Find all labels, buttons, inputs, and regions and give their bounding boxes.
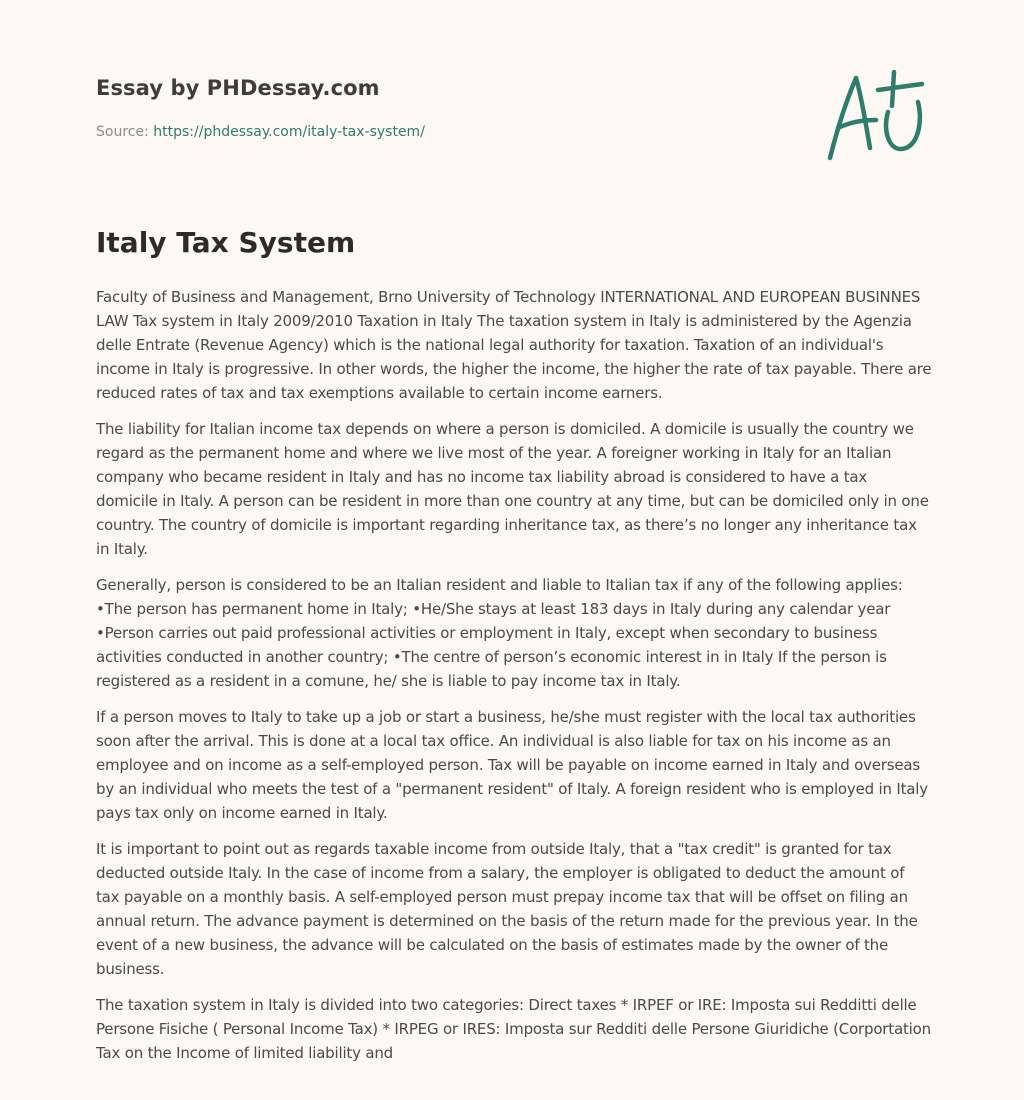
essay-paragraph: The taxation system in Italy is divided into two categories: Direct taxes * IRPEF or IRE: Imposta sui Redditti delle Persone Fisiche ( Personal Income Tax) * IRPEG or IRES: Imposta sur Redditi delle Persone Giuridiche (Corportation Tax on the Income of limited liability and [96, 996, 931, 1062]
essay-paragraph: Faculty of Business and Management, Brno University of Technology INTERNATIONAL AND EUROPEAN BUSINNES LAW Tax system in Italy 2009/2010 Taxation in Italy The taxation system in Italy is administered by the Agenzia delle Entrate (Revenue Agency) which is the national legal authority for taxation. Taxation of an individual's income in Italy is progressive. In other words, the higher the income, the higher the rate of tax payable. There are reduced rates of tax and tax exemptions available to certain income earners. [96, 288, 932, 402]
site-brand: Essay by PHDessay.com [96, 76, 380, 100]
essay-paragraph: If a person moves to Italy to take up a job or start a business, he/she must register with the local tax authorities soon after the arrival. This is done at a local tax office. An individual is also liable for tax on his income as an employee and on income as a self-employed person. Tax will be payable on income earned in Italy and overseas by an individual who meets the test of a "permanent resident" of Italy. A foreign resident who is employed in Italy pays tax only on income earned in Italy. [96, 708, 928, 822]
essay-header [96, 76, 928, 140]
essay-paragraph: Generally, person is considered to be an Italian resident and liable to Italian tax if any of the following applies: •The person has permanent home in Italy; •He/She stays at least 183 days in Italy during any calendar year •Person carries out paid professional activities or employment in Italy, except when secondary to business activities conducted in another country; •The centre of person’s economic interest in in Italy If the person is registered as a resident in a comune, he/ she is liable to pay income tax in Italy. [96, 576, 903, 690]
essay-title: Italy Tax System [96, 226, 356, 259]
a-plus-logo-icon [822, 68, 926, 164]
essay-body [96, 285, 932, 1077]
essay-paragraph: The liability for Italian income tax depends on where a person is domiciled. A domicile is usually the country we regard as the permanent home and where we live most of the year. A foreigner working in Italy for an Italian company who became resident in Italy and has no income tax liability abroad is considered to have a tax domicile in Italy. A person can be resident in more than one country at any time, but can be domiciled only in one country. The country of domicile is important regarding inheritance tax, as there’s no longer any inheritance tax in Italy. [96, 420, 929, 558]
essay-paragraph: It is important to point out as regards taxable income from outside Italy, that a "tax credit" is granted for tax deducted outside Italy. In the case of income from a salary, the employer is obligated to deduct the amount of tax payable on a monthly basis. A self-employed person must prepay income tax that will be offset on filing an annual return. The advance payment is determined on the basis of the return made for the previous year. In the event of a new business, the advance will be calculated on the basis of estimates made by the owner of the business. [96, 840, 918, 978]
source-line [96, 124, 425, 140]
source-link[interactable]: https://phdessay.com/italy-tax-system/ [153, 124, 425, 140]
source-label: Source: [96, 124, 149, 140]
